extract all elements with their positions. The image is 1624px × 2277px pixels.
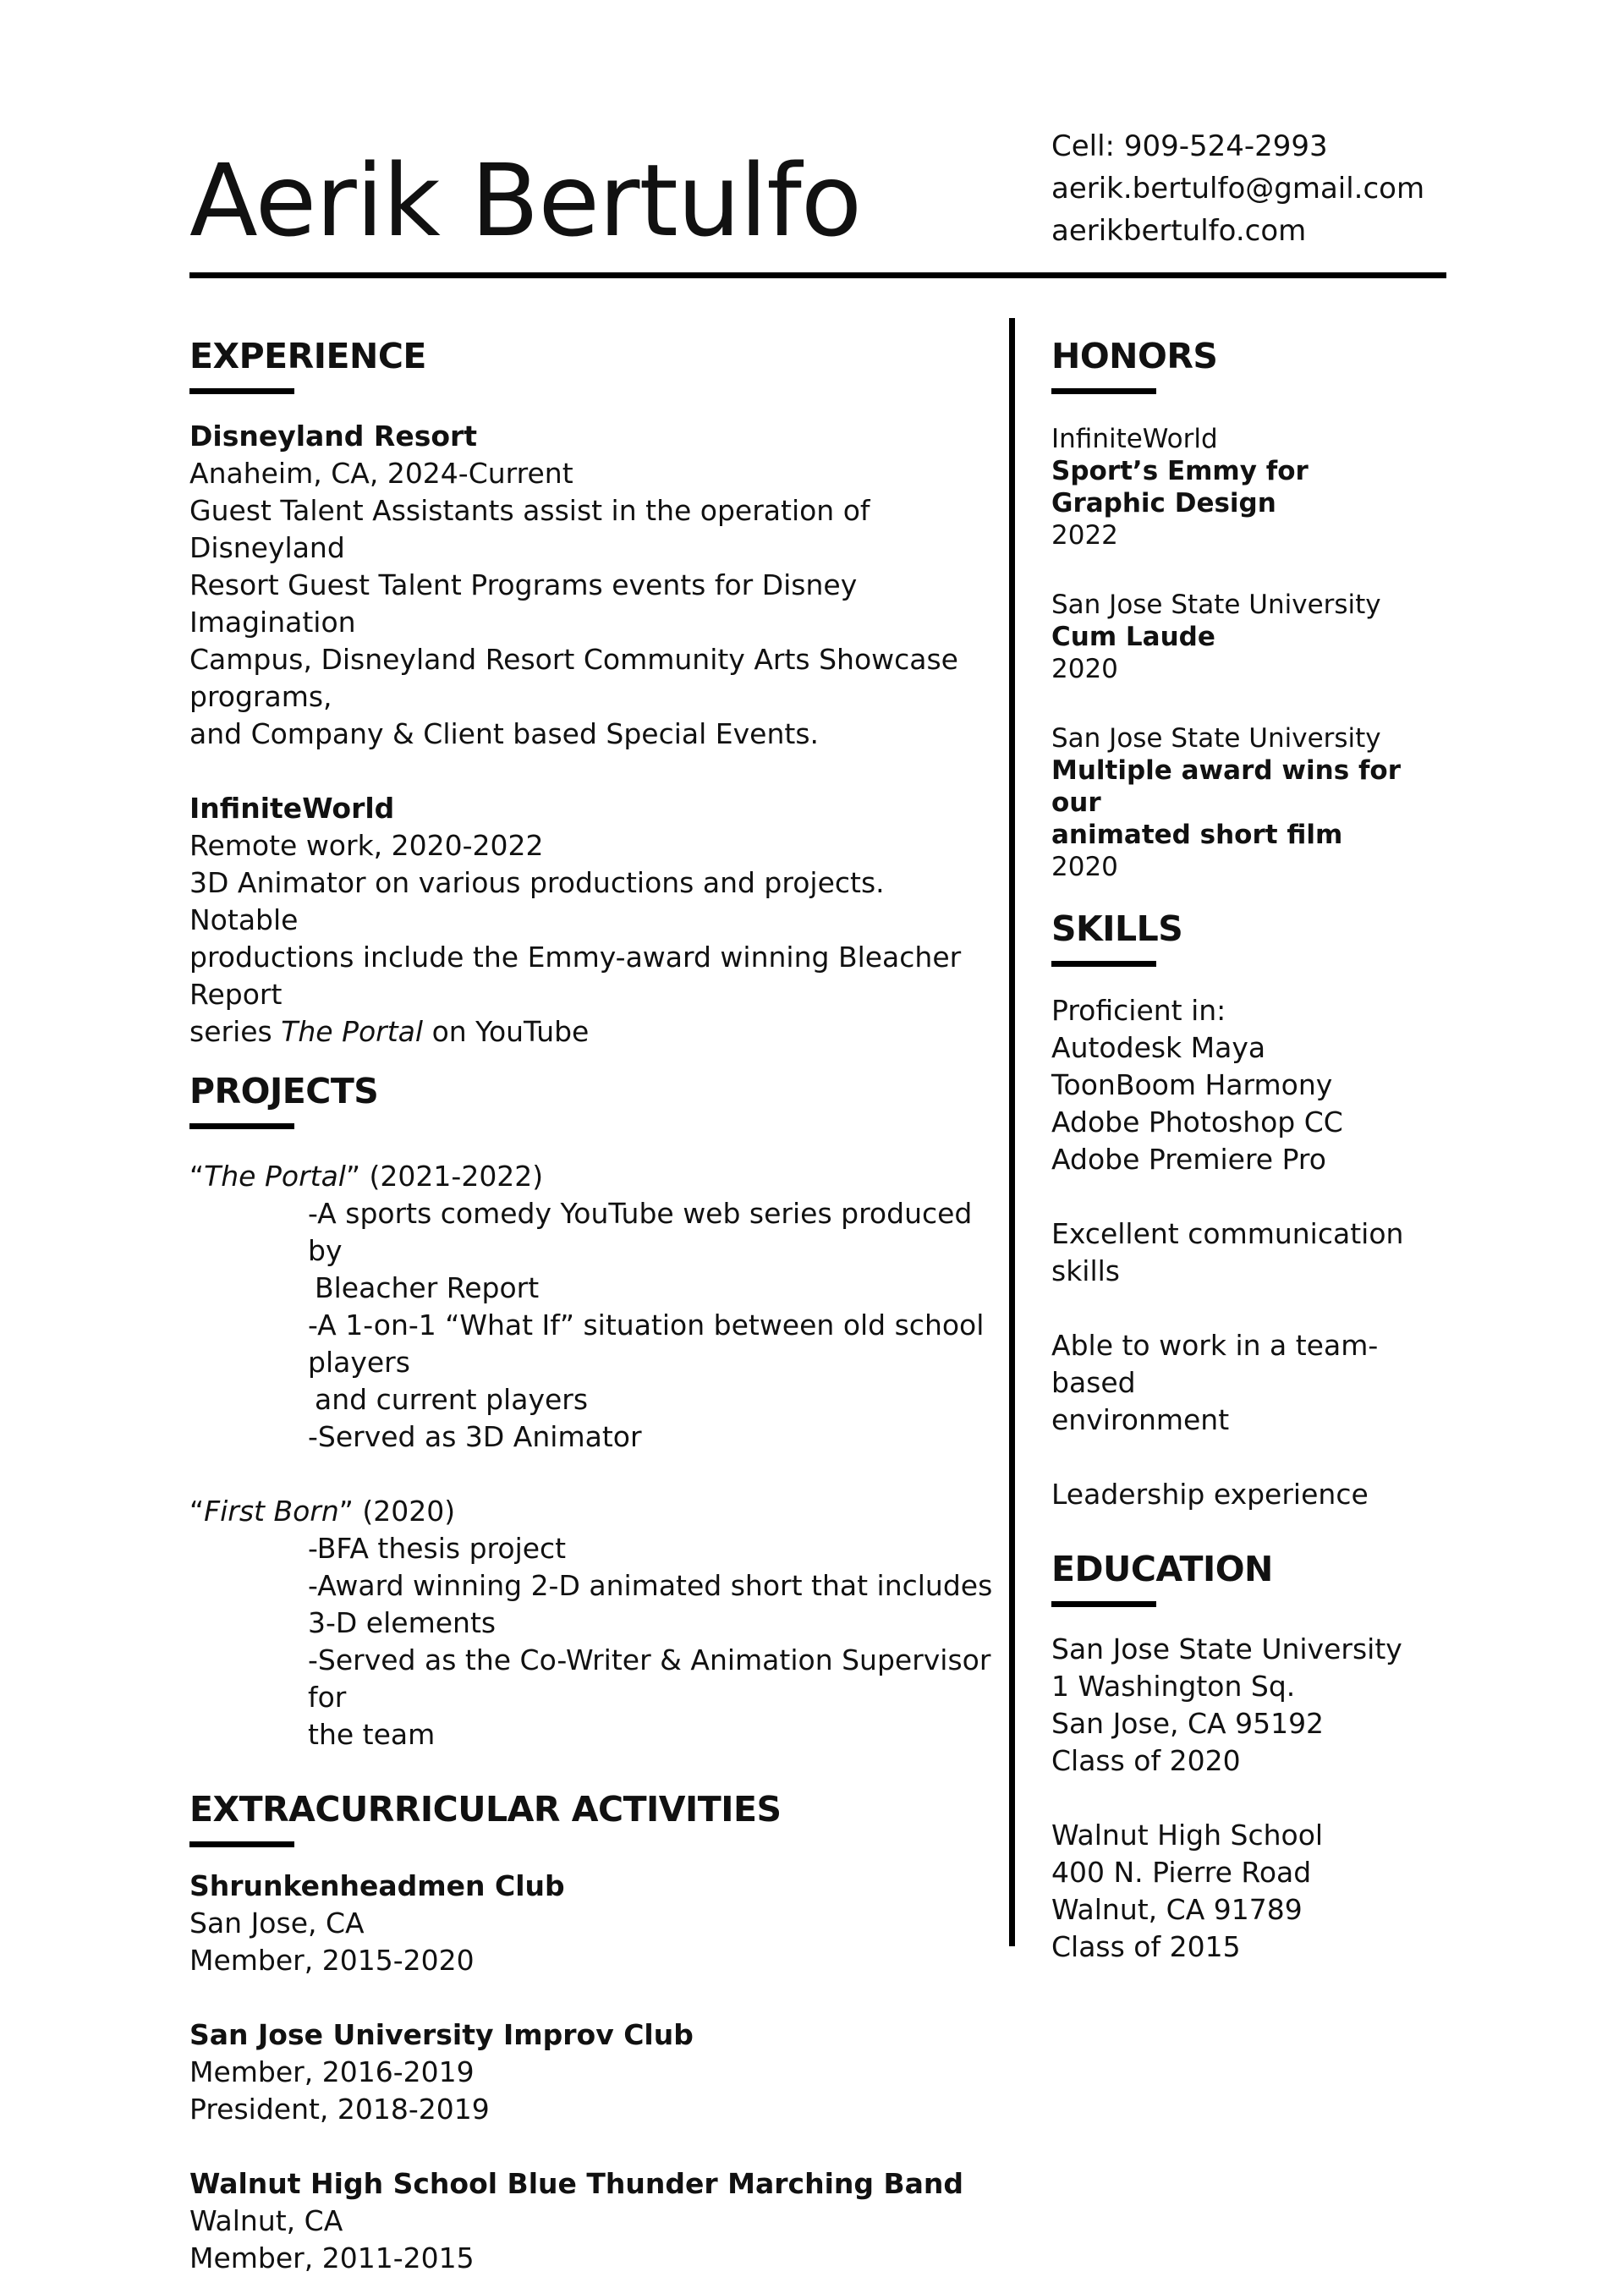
job-entry	[189, 790, 1001, 1051]
job-location-dates: Anaheim, CA, 2024-Current	[189, 457, 573, 490]
project-bullet: Bleacher Report	[315, 1271, 540, 1304]
job-entry	[189, 418, 1001, 753]
honor-entry	[1051, 589, 1449, 685]
school-address: Walnut, CA 91789	[1051, 1893, 1303, 1926]
project-bullet: -A 1-on-1 “What If” situation between old school players	[308, 1309, 985, 1379]
website-url: aerikbertulfo.com	[1051, 214, 1307, 248]
activity-name: Shrunkenheadmen Club	[189, 1869, 565, 1902]
header-divider	[189, 272, 1446, 278]
project-entry	[189, 1493, 1001, 1753]
section-heading-honors: HONORS	[1051, 336, 1218, 376]
project-title: “First Born” (2020)	[189, 1495, 456, 1528]
job-employer: Disneyland Resort	[189, 420, 478, 453]
activity-detail: Member, 2016-2019	[189, 2055, 475, 2088]
skills-section	[1051, 907, 1449, 1513]
activity-detail: San Jose, CA	[189, 1907, 365, 1940]
job-description-line: and Company & Client based Special Events.	[189, 717, 820, 750]
honor-award: Cum Laude	[1051, 622, 1215, 652]
honor-year: 2020	[1051, 852, 1118, 882]
projects-section	[189, 1069, 1001, 1753]
right-column	[1051, 334, 1449, 1966]
project-bullet: the team	[308, 1718, 436, 1751]
heading-underline	[189, 1123, 294, 1129]
project-title: “The Portal” (2021-2022)	[189, 1160, 544, 1193]
job-description-line: Resort Guest Talent Programs events for Disney Imagination	[189, 568, 858, 639]
school-entry	[1051, 1631, 1449, 1780]
project-bullet: -Served as 3D Animator	[308, 1420, 642, 1453]
experience-section	[189, 334, 1001, 1051]
skill-item: Able to work in a team-based	[1051, 1329, 1379, 1399]
resume-name: Aerik Bertulfo	[189, 142, 862, 259]
activity-detail: Member, 2011-2015	[189, 2241, 475, 2274]
skill-item: Autodesk Maya	[1051, 1031, 1266, 1064]
activity-detail: President, 2018-2019	[189, 2093, 490, 2126]
honor-award: Sport’s Emmy for	[1051, 456, 1309, 486]
activity-name: Walnut High School Blue Thunder Marching Band	[189, 2167, 964, 2200]
activity-entry	[189, 2165, 1001, 2277]
skill-item: Adobe Premiere Pro	[1051, 1143, 1326, 1176]
school-entry	[1051, 1817, 1449, 1966]
honors-section	[1051, 334, 1449, 883]
phone-number: Cell: 909-524-2993	[1051, 129, 1328, 163]
honor-award: Graphic Design	[1051, 488, 1276, 518]
skill-item: ToonBoom Harmony	[1051, 1068, 1333, 1101]
activity-name: San Jose University Improv Club	[189, 2018, 694, 2051]
school-class: Class of 2020	[1051, 1744, 1241, 1777]
school-address: 400 N. Pierre Road	[1051, 1856, 1312, 1889]
section-heading-extracurricular: EXTRACURRICULAR ACTIVITIES	[189, 1789, 782, 1830]
activity-entry	[189, 2016, 1001, 2128]
school-name: San Jose State University	[1051, 1632, 1402, 1665]
project-bullet: -Award winning 2-D animated short that includes	[308, 1569, 993, 1602]
section-heading-skills: SKILLS	[1051, 908, 1183, 949]
school-class: Class of 2015	[1051, 1930, 1241, 1963]
skill-item: Leadership experience	[1051, 1478, 1369, 1511]
activity-detail: Walnut, CA	[189, 2204, 343, 2237]
section-heading-experience: EXPERIENCE	[189, 336, 426, 376]
honor-entry	[1051, 722, 1449, 883]
honor-award: animated short film	[1051, 820, 1343, 850]
project-bullet: and current players	[315, 1383, 589, 1416]
extracurricular-section	[189, 1787, 1001, 2277]
honor-year: 2022	[1051, 520, 1118, 551]
school-name: Walnut High School	[1051, 1819, 1324, 1852]
education-section	[1051, 1547, 1449, 1966]
honor-org: San Jose State University	[1051, 590, 1381, 620]
job-description-line: Guest Talent Assistants assist in the operation of Disneyland	[189, 494, 870, 564]
contact-info	[1051, 125, 1424, 252]
project-bullet: -Served as the Co-Writer & Animation Supervisor for	[308, 1643, 991, 1714]
heading-underline	[1051, 1601, 1156, 1607]
job-employer: InfiniteWorld	[189, 792, 395, 825]
left-column	[189, 334, 1001, 2277]
skill-item: Excellent communication skills	[1051, 1217, 1404, 1287]
column-divider	[1009, 318, 1015, 1946]
skills-intro: Proficient in:	[1051, 994, 1226, 1027]
school-address: 1 Washington Sq.	[1051, 1670, 1296, 1703]
project-bullet: 3-D elements	[308, 1606, 497, 1639]
job-description-line: 3D Animator on various productions and projects. Notable	[189, 866, 885, 936]
activity-entry	[189, 1868, 1001, 1979]
honor-org: InfiniteWorld	[1051, 424, 1218, 454]
heading-underline	[1051, 388, 1156, 394]
school-address: San Jose, CA 95192	[1051, 1707, 1325, 1740]
heading-underline	[189, 1841, 294, 1847]
activity-detail: Member, 2015-2020	[189, 1944, 475, 1977]
skill-item: environment	[1051, 1403, 1230, 1436]
email-address: aerik.bertulfo@gmail.com	[1051, 172, 1425, 206]
heading-underline	[189, 388, 294, 394]
project-bullet: -A sports comedy YouTube web series produced by	[308, 1197, 973, 1267]
honor-award: Multiple award wins for our	[1051, 755, 1402, 818]
section-heading-education: EDUCATION	[1051, 1549, 1273, 1589]
section-heading-projects: PROJECTS	[189, 1071, 379, 1111]
project-entry	[189, 1158, 1001, 1456]
skill-item: Adobe Photoshop CC	[1051, 1106, 1343, 1138]
job-description-line: series The Portal on YouTube	[189, 1015, 590, 1048]
honor-year: 2020	[1051, 654, 1118, 684]
honor-org: San Jose State University	[1051, 723, 1381, 754]
job-location-dates: Remote work, 2020-2022	[189, 829, 544, 862]
project-bullet: -BFA thesis project	[308, 1532, 567, 1565]
job-description-line: Campus, Disneyland Resort Community Arts Showcase programs,	[189, 643, 958, 713]
honor-entry	[1051, 423, 1449, 551]
heading-underline	[1051, 961, 1156, 967]
job-description-line: productions include the Emmy-award winning Bleacher Report	[189, 941, 962, 1011]
